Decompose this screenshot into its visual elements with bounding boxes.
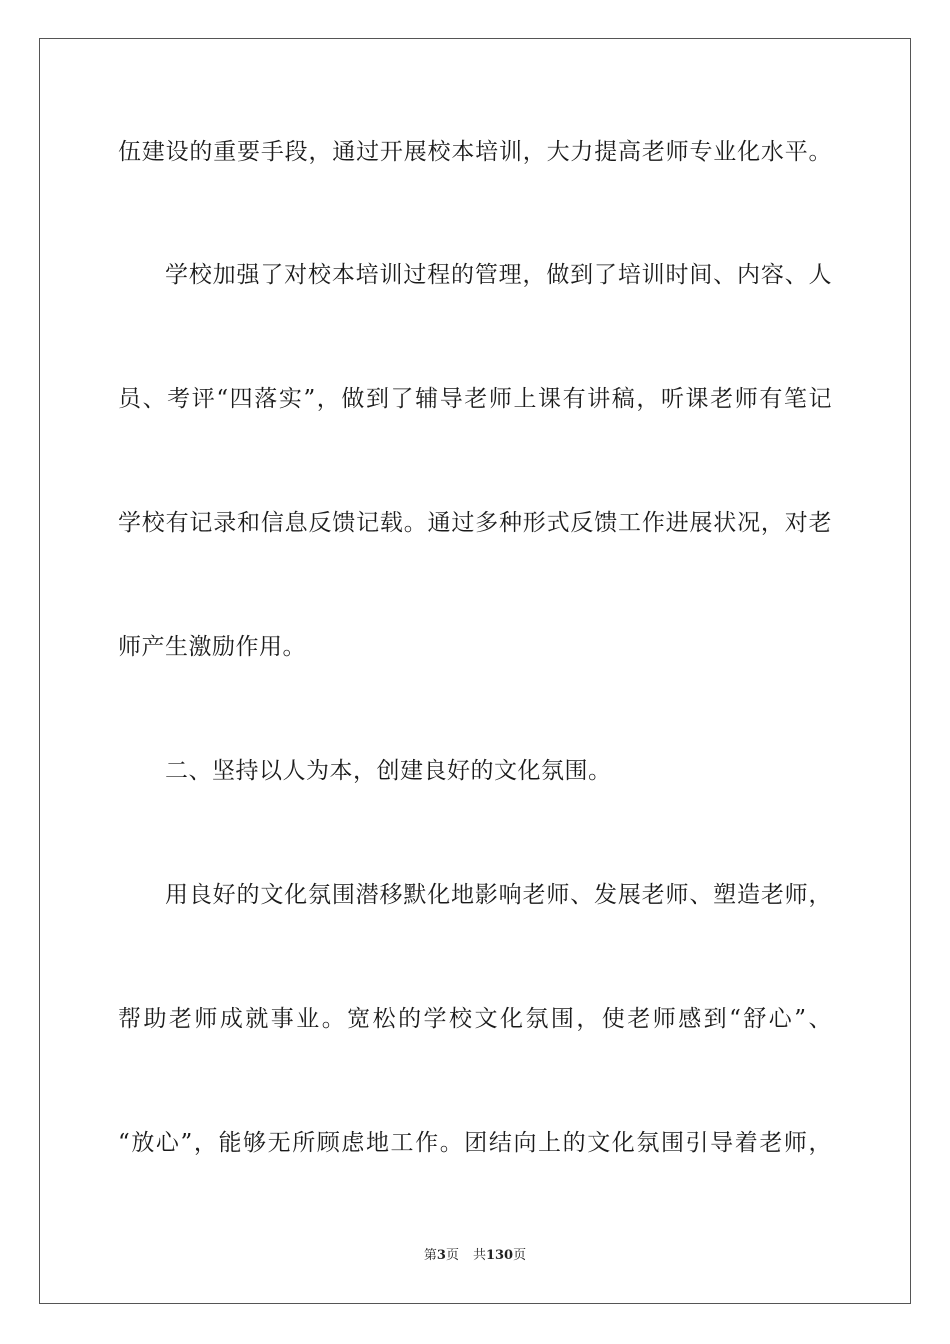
text-line-7: 用良好的文化氛围潜移默化地影响老师、发展老师、塑造老师， — [165, 882, 832, 908]
text-line-1: 伍建设的重要手段，通过开展校本培训，大力提高老师专业化水平。 — [118, 139, 832, 165]
text-line-3: 员、考评“四落实”，做到了辅导老师上课有讲稿，听课老师有笔记 — [118, 386, 832, 412]
text-line-4: 学校有记录和信息反馈记载。通过多种形式反馈工作进展状况，对老 — [118, 510, 832, 536]
text-line-9: “放心”，能够无所顾虑地工作。团结向上的文化氛围引导着老师， — [118, 1130, 832, 1156]
footer-page-number: 3 — [436, 1248, 446, 1263]
section-heading: 二、坚持以人为本，创建良好的文化氛围。 — [165, 758, 612, 784]
page-border — [39, 38, 911, 1304]
footer-total-prefix: 共 — [472, 1248, 486, 1263]
footer-page-suffix: 页 — [445, 1248, 459, 1263]
text-line-5: 师产生激励作用。 — [118, 634, 306, 660]
text-line-8: 帮助老师成就事业。宽松的学校文化氛围，使老师感到“舒心”、 — [118, 1006, 832, 1032]
footer-total-number: 130 — [485, 1248, 514, 1263]
page-footer — [0, 1247, 950, 1265]
text-line-2: 学校加强了对校本培训过程的管理，做到了培训时间、内容、人 — [165, 262, 832, 288]
footer-total-suffix: 页 — [513, 1248, 527, 1263]
footer-page-prefix: 第 — [423, 1248, 437, 1263]
